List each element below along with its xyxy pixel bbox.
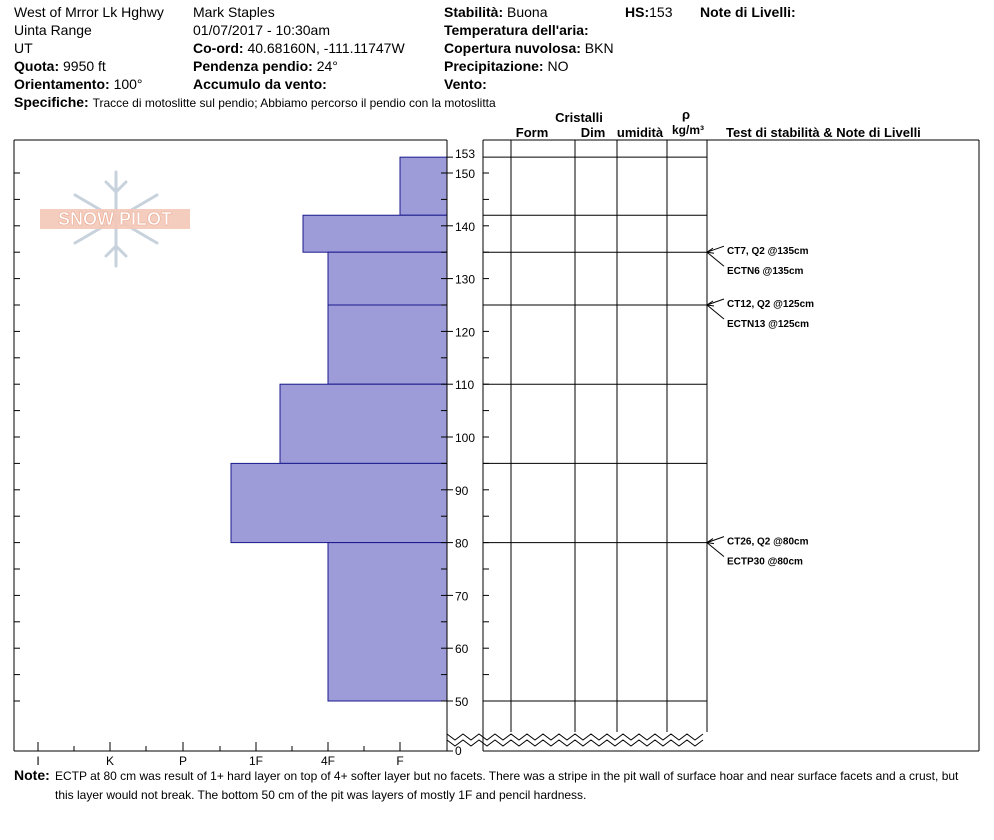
density-unit: kg/m³ [671,123,704,137]
note-text: ECTP at 80 cm was result of 1+ hard layer on top of 4+ softer layer but no facets. There was a stripe in the pit wall of surface hoar and near surface facets and a crust, but this layer would not break. The bottom 50 cm of the pit was layers of mostly 1F and pencil hardness. [55,769,959,802]
test-arrow [707,246,724,252]
depth-label: 50 [455,695,469,709]
depth-label: 130 [455,272,476,287]
depth-label: 153 [455,147,476,162]
depth-label: 70 [455,589,469,604]
test-arrow [707,543,724,557]
depth-label: 110 [455,378,475,393]
depth-label: 80 [455,536,469,551]
moisture-header: umidità [616,125,664,140]
hardness-tick-label: F [396,754,404,768]
test-result-label: CT7, Q2 @135cm [727,246,809,258]
depth-label: 90 [455,483,469,498]
hardness-bar [231,463,447,542]
layer-notes-heading: Note di Livelli: [700,4,796,20]
tests-header: Test di stabilità & Note di Livelli [726,125,921,140]
stability: Stabilità: Buona [444,4,548,20]
hardness-tick-label: I [36,754,40,768]
depth-label: 60 [455,642,469,657]
hardness-bar [328,252,447,305]
hardness-bar [400,157,447,215]
test-result-label: CT26, Q2 @80cm [727,536,809,548]
observer: Mark Staples [193,4,275,20]
size-header: Dim [580,125,606,140]
hardness-bar [303,215,447,252]
test-result-label: ECTN13 @125cm [727,319,810,330]
wind-loading: Accumulo da vento: [193,76,327,92]
density-symbol: ρ [681,107,691,122]
hardness-bar [328,305,447,384]
total-snow-depth: HS:153 [625,4,673,20]
depth-label: 0 [455,744,462,758]
wind: Vento: [444,76,487,92]
depth-label: 140 [455,219,476,234]
axis-break [447,734,703,740]
depth-label: 100 [455,431,476,445]
hardness-tick-label: 1F [248,754,264,768]
depth-label: 120 [455,325,476,340]
sky-cover: Copertura nuvolosa: BKN [444,40,614,56]
depth-label: 150 [455,167,476,181]
test-arrow [707,537,724,543]
precipitation: Precipitazione: NO [444,58,569,74]
form-header: Form [515,125,549,140]
range: Uinta Range [14,22,92,38]
test-arrow [707,299,724,305]
hardness-bar [280,384,447,463]
test-arrow [707,252,724,266]
hardness-bar [328,543,447,701]
note-label: Note: [14,767,50,783]
test-result-label: ECTN6 @135cm [727,266,804,278]
specifics: Specifiche: Tracce di motoslitte sul pendio; Abbiamo percorso il pendio con la motoslitta [14,94,496,110]
test-result-label: ECTP30 @80cm [727,556,803,568]
hardness-tick-label: K [105,754,115,768]
coordinates: Co-ord: 40.68160N, -111.11747W [193,40,405,56]
test-arrow [707,305,724,319]
elevation: Quota: 9950 ft [14,58,106,74]
state: UT [14,40,33,56]
hardness-tick-label: 4F [320,754,336,768]
test-result-label: CT12, Q2 @125cm [727,299,815,310]
crystals-header: Cristalli [555,110,603,125]
air-temperature: Temperatura dell'aria: [444,22,589,38]
hardness-tick-label: P [178,754,188,768]
slope-angle: Pendenza pendio: 24° [193,58,338,74]
datetime: 01/07/2017 - 10:30am [193,22,330,38]
snowpilot-logo [40,172,190,266]
aspect: Orientamento: 100° [14,76,143,92]
axis-break [447,740,703,746]
logo-text: SNOW PILOT [58,209,172,229]
location: West of Mrror Lk Hghwy [14,4,164,20]
